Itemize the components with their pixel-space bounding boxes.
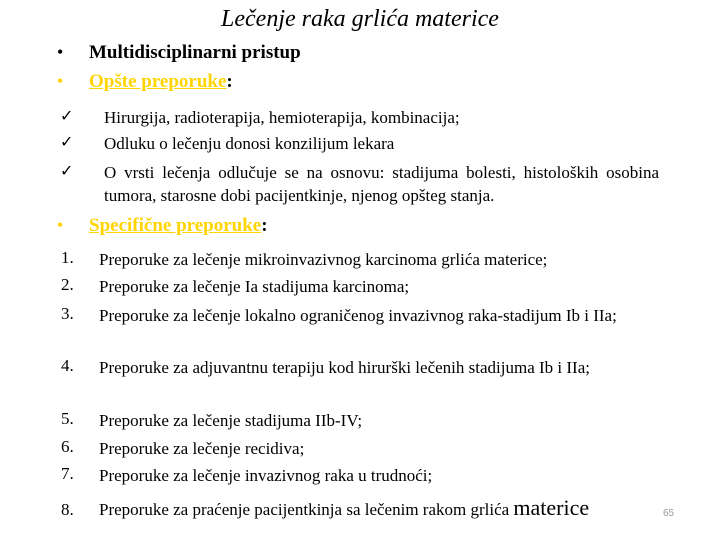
bullet-marker: • bbox=[57, 71, 64, 91]
list-number: 7. bbox=[61, 464, 74, 483]
list-number: 4. bbox=[61, 356, 74, 375]
list-number: 8. bbox=[61, 500, 74, 519]
list-text: Preporuke za lečenje mikroinvazivnog karcinoma grlića materice; bbox=[99, 250, 548, 269]
list-text: Preporuke za adjuvantnu terapiju kod hirurški lečenih stadijuma Ib i IIa; bbox=[99, 358, 590, 377]
check-icon: ✓ bbox=[60, 106, 74, 125]
list-text-wrap bbox=[99, 496, 669, 521]
check-icon: ✓ bbox=[60, 132, 74, 151]
bullet-text-wrap bbox=[89, 215, 268, 237]
bullet-marker: • bbox=[57, 42, 64, 62]
bullet-text: Multidisciplinarni pristup bbox=[89, 42, 301, 63]
slide-title: Lečenje raka grlića materice bbox=[221, 6, 499, 32]
colon: : bbox=[261, 215, 268, 236]
list-number: 1. bbox=[61, 248, 74, 267]
list-text: Preporuke za lečenje recidiva; bbox=[99, 439, 305, 458]
colon: : bbox=[226, 71, 233, 92]
list-text: Preporuke za lečenje stadijuma IIb-IV; bbox=[99, 411, 363, 430]
bullet-text-wrap bbox=[89, 71, 233, 93]
bullet-marker: • bbox=[57, 215, 64, 235]
specific-recommendations-link[interactable]: Specifične preporuke bbox=[89, 215, 262, 236]
list-number: 6. bbox=[61, 437, 74, 456]
general-recommendations-link[interactable]: Opšte preporuke bbox=[89, 71, 227, 92]
list-number: 3. bbox=[61, 304, 74, 323]
check-text: O vrsti lečenja odlučuje se na osnovu: stadijuma bolesti, histoloških osobina tumora, starosne dobi pacijentkinje, njenog opšteg stanja. bbox=[104, 163, 659, 205]
list-number: 5. bbox=[61, 409, 74, 428]
check-text: Hirurgija, radioterapija, hemioterapija, kombinacija; bbox=[104, 108, 460, 127]
list-number: 2. bbox=[61, 275, 74, 294]
list-text: Preporuke za lečenje Ia stadijuma karcinoma; bbox=[99, 277, 410, 296]
check-text: Odluku o lečenju donosi konzilijum lekara bbox=[104, 134, 395, 153]
list-text: Preporuke za praćenje pacijentkinja sa lečenim rakom grlića bbox=[99, 500, 510, 519]
page-number: 65 bbox=[663, 508, 675, 519]
list-text-large: materice bbox=[513, 495, 590, 520]
list-text: Preporuke za lečenje invazivnog raka u trudnoći; bbox=[99, 466, 433, 485]
list-text: Preporuke za lečenje lokalno ograničenog invazivnog raka-stadijum Ib i IIa; bbox=[99, 306, 617, 325]
check-icon: ✓ bbox=[60, 161, 74, 180]
